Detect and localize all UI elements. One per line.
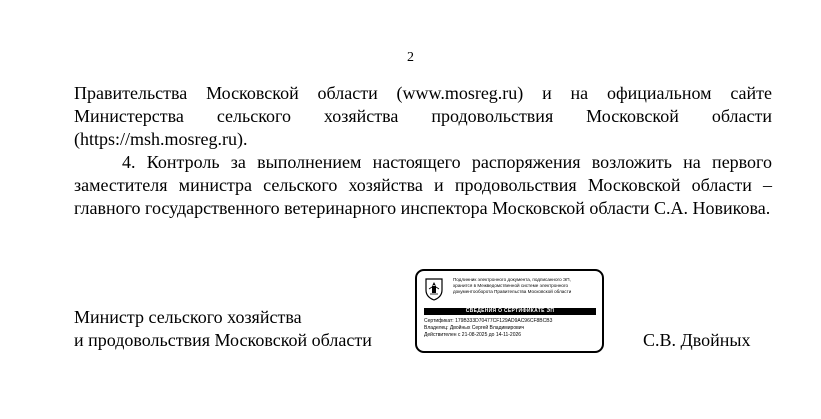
signatory-title-line-1: Министр сельского хозяйства — [74, 307, 302, 327]
stamp-header-text — [453, 277, 603, 295]
stamp-header-line-3: документооборота Правительства Московской области — [453, 289, 572, 294]
signatory-name: С.В. Двойных — [643, 330, 751, 350]
stamp-certificate-owner: Владелец: Двойных Сергей Владимирович — [424, 325, 525, 331]
signatory-title — [74, 306, 372, 352]
electronic-signature-stamp — [415, 269, 604, 353]
stamp-header-line-1: Подлинник электронного документа, подписанного ЭП, — [453, 277, 571, 282]
document-body — [74, 82, 772, 220]
page-number: 2 — [407, 50, 414, 65]
stamp-header-line-2: хранится в Межведомственной системе электронного — [453, 283, 569, 288]
signatory-title-line-2: и продовольствия Московской области — [74, 330, 372, 350]
stamp-certificate-number: Сертификат: 179B333D70477CF129AD9AC96CF8BCB3 — [424, 318, 553, 324]
stamp-certificate-details — [424, 318, 602, 339]
paragraph-item-4: 4. Контроль за выполнением настоящего распоряжения возложить на первого заместителя министра сельского хозяйства и продовольствия Московской области – главного государственного ветеринарного инспектора Московской области С.А. Новикова. — [74, 152, 772, 218]
paragraph-continuation: Правительства Московской области (www.mosreg.ru) и на официальном сайте Министерства сельского хозяйства продовольствия Московской области (https://msh.mosreg.ru). — [74, 83, 772, 149]
stamp-certificate-bar: СВЕДЕНИЯ О СЕРТИФИКАТЕ ЭП — [424, 308, 596, 315]
stamp-certificate-validity: Действителен с 21-08-2025 до 14-11-2026 — [424, 332, 522, 338]
coat-of-arms-icon — [424, 277, 444, 301]
